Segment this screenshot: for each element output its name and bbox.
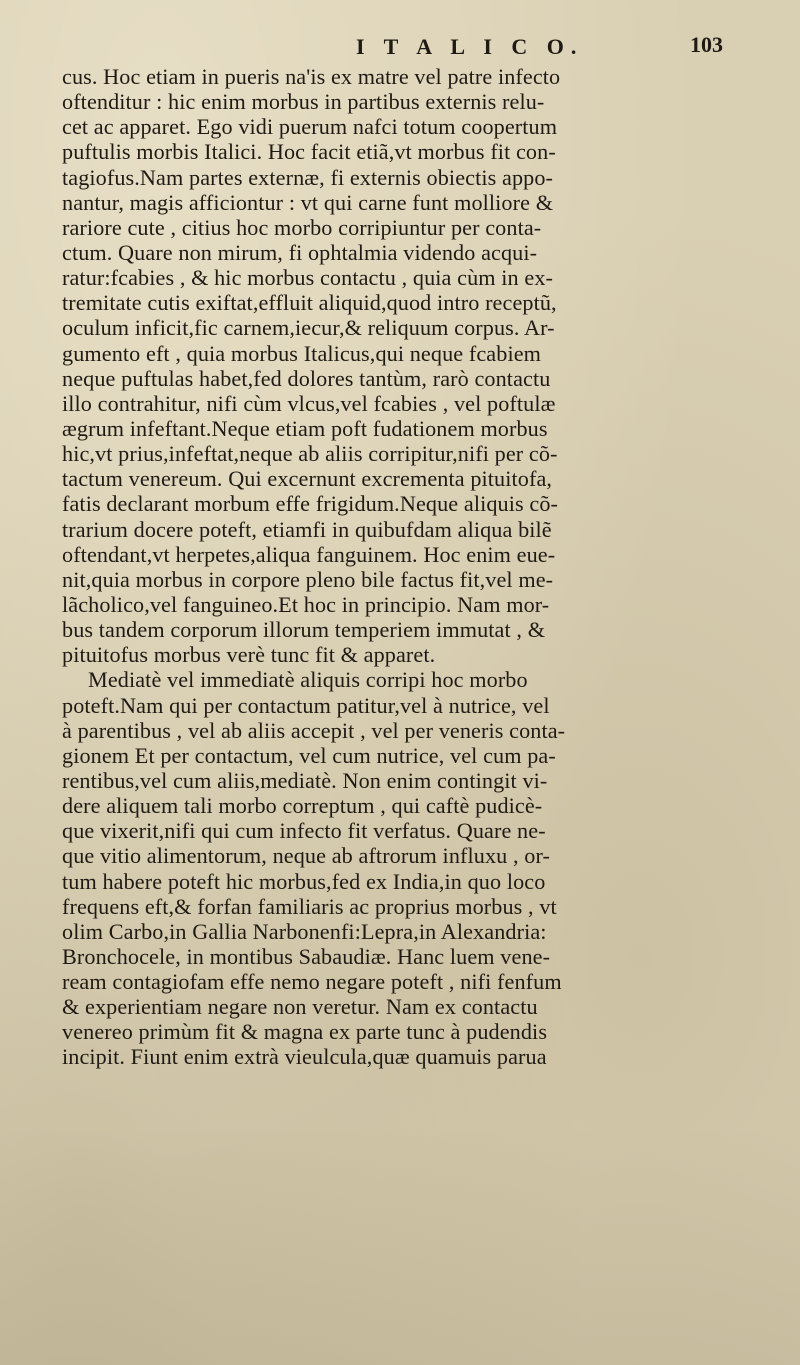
text-line: neque puftulas habet,fed dolores tantùm, rarò contactu [62, 365, 551, 391]
text-line: fatis declarant morbum effe frigidum.Neque aliquis cõ- [62, 491, 559, 517]
text-line: tactum venereum. Qui excernunt excrementa pituitofa, [62, 466, 553, 492]
page-number: 103 [690, 32, 723, 57]
text-line: gionem Et per contactum, vel cum nutrice, vel cum pa- [62, 742, 556, 768]
text-line: oftenditur : hic enim morbus in partibus externis relu- [62, 89, 545, 115]
paper-shading [0, 1125, 800, 1365]
text-line: frequens eft,& forfan familiaris ac proprius morbus , vt [62, 893, 557, 919]
text-line: nantur, magis afficiontur : vt qui carne funt molliore & [62, 189, 554, 215]
text-line: olim Carbo,in Gallia Narbonenfi:Lepra,in Alexandria: [62, 918, 547, 944]
text-line: gumento eft , quia morbus Italicus,qui neque fcabiem [62, 340, 542, 366]
text-line: pituitofus morbus verè tunc fit & apparet. [62, 642, 436, 668]
text-line: oculum inficit,fic carnem,iecur,& reliquum corpus. Ar- [62, 315, 555, 341]
paragraph-start-line: Mediatè vel immediatè aliquis corripi hoc morbo [88, 667, 528, 693]
text-line: que vixerit,nifi qui cum infecto fit verfatus. Quare ne- [62, 818, 546, 844]
text-line: incipit. Fiunt enim extrà vieulcula,quæ quamuis parua [62, 1044, 547, 1070]
text-line: rentibus,vel cum aliis,mediatè. Non enim contingit vi- [62, 767, 548, 793]
text-line: que vitio alimentorum, neque ab aftrorum influxu , or- [62, 843, 551, 869]
text-line: dere aliquem tali morbo correptum , qui caftè pudicè- [62, 793, 543, 819]
text-line: venereo primùm fit & magna ex parte tunc à pudendis [62, 1019, 548, 1045]
running-title: I T A L I C O. [356, 34, 584, 59]
text-line: nit,quia morbus in corpore pleno bile factus fit,vel me- [62, 566, 554, 592]
text-line: Bronchocele, in montibus Sabaudiæ. Hanc luem vene- [62, 943, 551, 969]
text-line: & experientiam negare non veretur. Nam ex contactu [62, 994, 538, 1020]
text-line: à parentibus , vel ab aliis accepit , vel per veneris conta- [62, 717, 566, 743]
text-line: illo contrahitur, nifi cùm vlcus,vel fcabies , vel poftulæ [62, 390, 556, 416]
text-line: ream contagiofam effe nemo negare poteft , nifi fenfum [62, 969, 562, 995]
text-line: tagiofus.Nam partes externæ, fi externis obiectis appo- [62, 164, 554, 190]
text-line: lãcholico,vel fanguineo.Et hoc in principio. Nam mor- [62, 591, 550, 617]
text-line: rariore cute , citius hoc morbo corripiuntur per conta- [62, 214, 542, 240]
text-line: ctum. Quare non mirum, fi ophtalmia videndo acqui- [62, 239, 538, 265]
page-header [0, 26, 800, 66]
text-line: ratur:fcabies , & hic morbus contactu , quia cùm in ex- [62, 265, 554, 291]
text-line: tremitate cutis exiftat,effluit aliquid,quod intro receptũ, [62, 290, 557, 316]
text-line: oftendant,vt herpetes,aliqua fanguinem. Hoc enim eue- [62, 541, 556, 567]
text-line: cus. Hoc etiam in pueris na'is ex matre vel patre infecto [62, 64, 561, 89]
text-line: tum habere poteft hic morbus,fed ex India,in quo loco [62, 868, 546, 894]
text-line: trarium docere poteft, etiamfi in quibufdam aliqua bilẽ [62, 516, 552, 542]
body-text [62, 64, 762, 1070]
text-line: puftulis morbis Italici. Hoc facit etiã,vt morbus fit con- [62, 139, 556, 165]
text-line: poteft.Nam qui per contactum patitur,vel à nutrice, vel [62, 692, 550, 718]
text-line: ægrum infeftant.Neque etiam poft fudationem morbus [62, 415, 548, 441]
text-line: hic,vt prius,infeftat,neque ab aliis corripitur,nifi per cõ- [62, 441, 558, 467]
text-line: cet ac apparet. Ego vidi puerum nafci totum coopertum [62, 114, 558, 140]
text-line: bus tandem corporum illorum temperiem immutat , & [62, 617, 546, 643]
